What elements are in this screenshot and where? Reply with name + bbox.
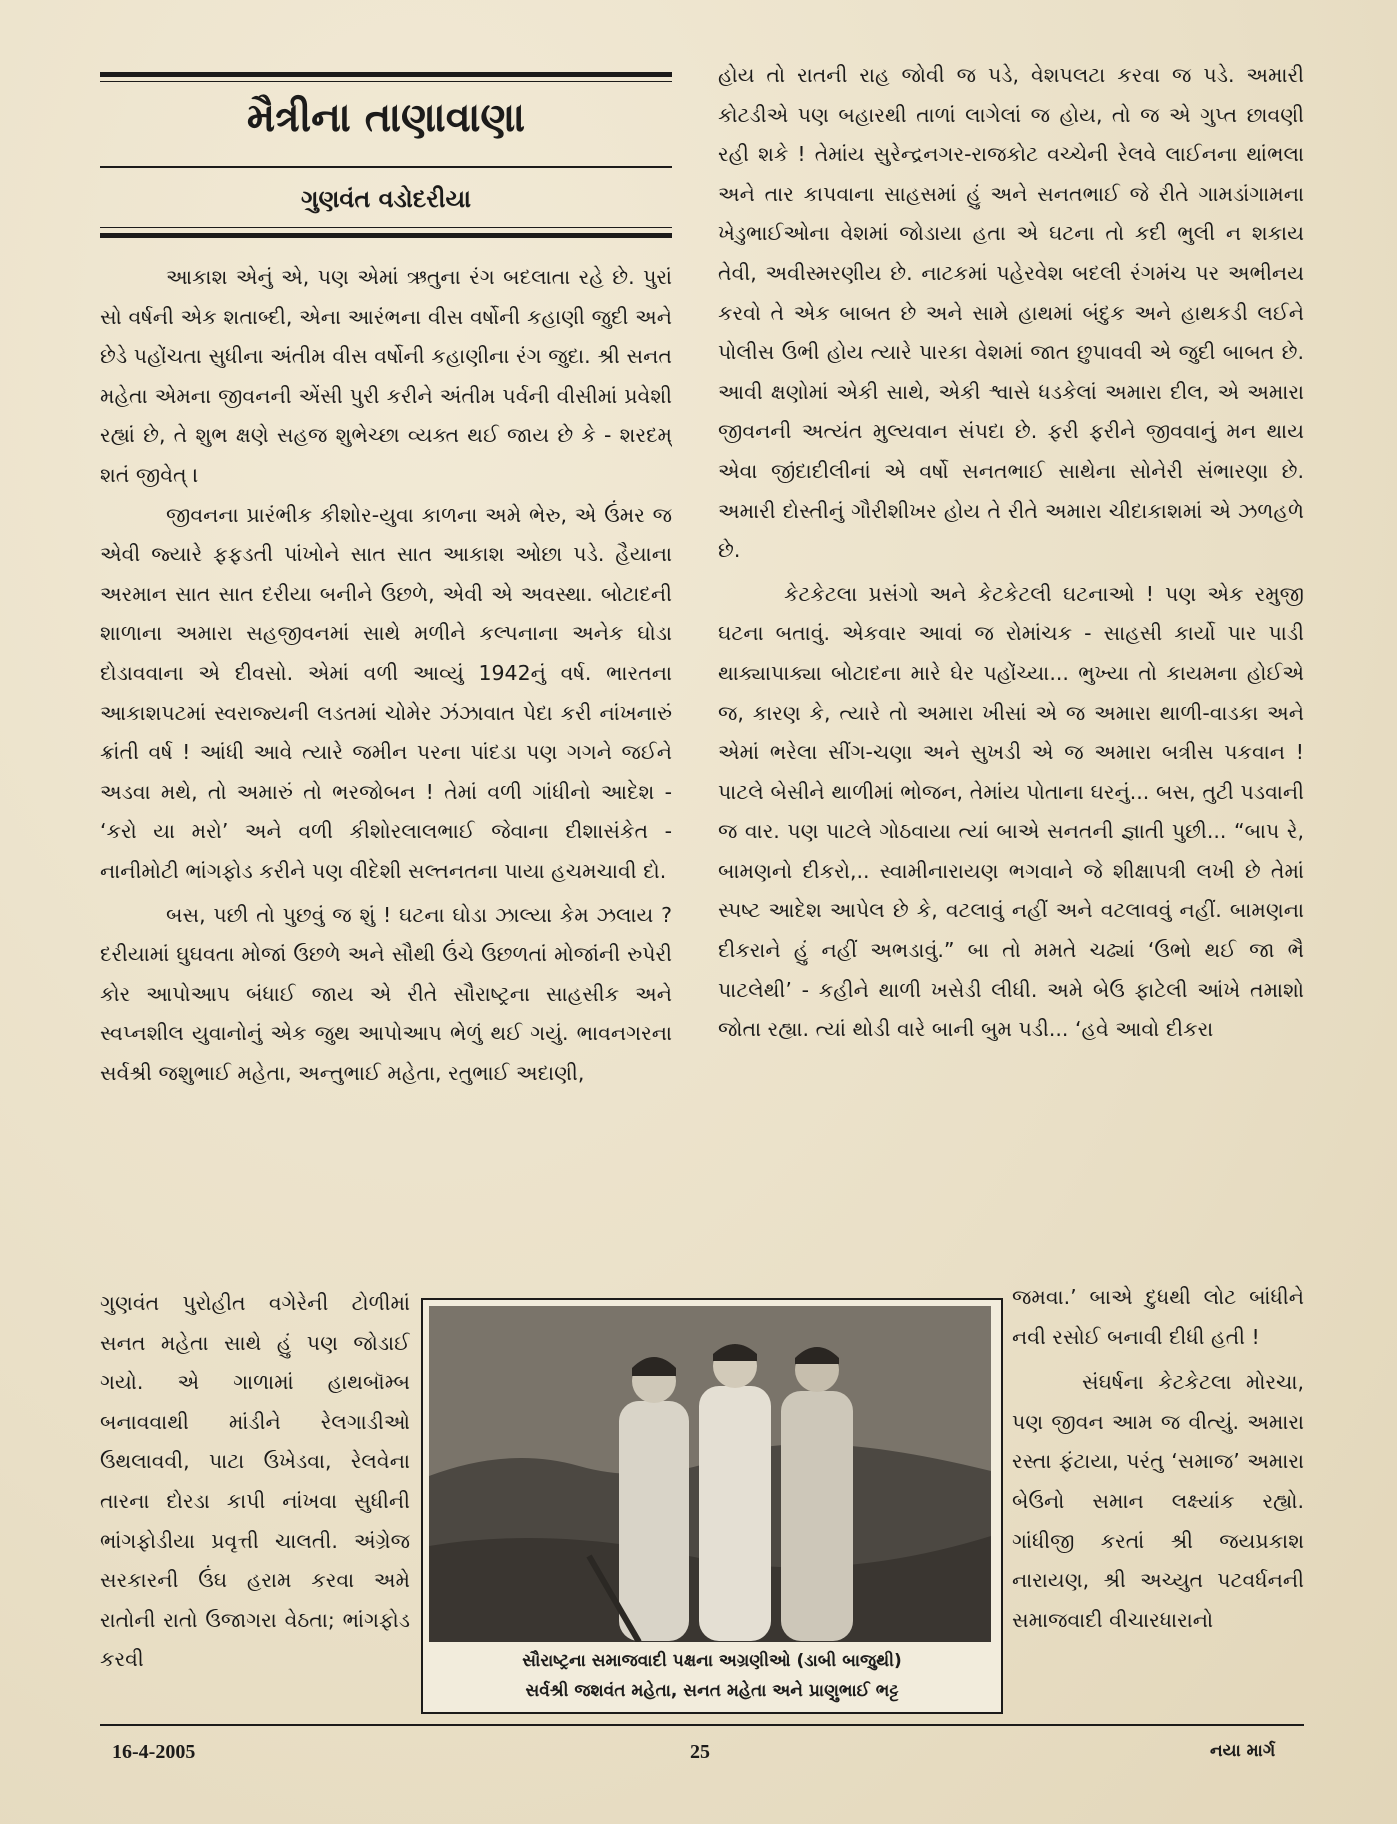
left-column-text <box>100 258 672 1278</box>
group-photo-illustration <box>429 1306 991 1642</box>
paragraph: ગુણવંત પુરોહીત વગેરેની ટોળીમાં સનત મહેતા સાથે હું પણ જોડાઈ ગયો. એ ગાળામાં હાથબૉમ્બ બનાવવાથી માંડીને રેલગાડીઓ ઉથલાવવી, પાટા ઉખેડવા, રેલવેના તારના દોરડા કાપી નાંખવા સુધીની ભાંગફોડીયા પ્રવૃત્તી ચાલતી. અંગ્રેજ સરકારની ઉંઘ હરામ કરવા અમે રાતોની રાતો ઉજાગરા વેઠતા; ભાંગફોડ કરવી <box>100 1291 410 1672</box>
photo-frame <box>421 1298 1003 1714</box>
paragraph: હોય તો રાતની રાહ જોવી જ પડે, વેશપલટા કરવા જ પડે. અમારી કોટડીએ પણ બહારથી તાળાં લાગેલાં જ હોય, તો જ એ ગુપ્ત છાવણી રહી શકે ! તેમાંય સુરેન્દ્રનગર-રાજકોટ વચ્ચેની રેલવે લાઈનના થાંભલા અને તાર કાપવાના સાહસમાં હું અને સનતભાઈ જે રીતે ગામડાંગામના ખેડુભાઈઓના વેશમાં જોડાયા હતા એ ઘટના તો કદી ભુલી ન શકાય તેવી, અવીસ્મરણીય છે. નાટકમાં પહેરવેશ બદલી રંગમંચ પર અભીનય કરવો તે એક બાબત છે અને સામે હાથમાં બંદુક અને હાથકડી લઈને પોલીસ ઉભી હોય ત્યારે પારકા વેશમાં જાત છુપાવવી એ જુદી બાબત છે. આવી ક્ષણોમાં એકી સાથે, એકી શ્વાસે ધડકેલાં અમારા દીલ, એ અમારા જીવનની અત્યંત મુલ્યવાન સંપદા છે. ફરી ફરીને જીવવાનું મન થાય એવા જીંદાદીલીનાં એ વર્ષો સનતભાઈ સાથેના સોનેરી સંભારણા છે. અમારી દોસ્તીનું ગૌરીશીખર હોય તે રીતે અમારા ચીદાકાશમાં એ ઝળહળે છે. <box>718 63 1304 563</box>
group-photo <box>429 1306 991 1642</box>
footer-date: 16-4-2005 <box>112 1741 196 1763</box>
author-rule <box>100 233 672 238</box>
page-number: 25 <box>690 1741 710 1763</box>
publication-name: નયા માર્ગ <box>1210 1741 1276 1761</box>
footer-rule <box>100 1724 1304 1726</box>
caption-line-2: સર્વશ્રી જશવંત મહેતા, સનત મહેતા અને પ્રાણુભાઈ ભટ્ટ <box>525 1681 899 1701</box>
paragraph: બસ, પછી તો પુછવું જ શું ! ઘટના ઘોડા ઝાલ્યા કેમ ઝલાય ? દરીયામાં ઘુઘવતા મોજાં ઉછળે અને સૌથી ઉંચે ઉછળતાં મોજાંની રુપેરી કોર આપોઆપ બંધાઈ જાય એ રીતે સૌરાષ્ટ્રના સાહસીક અને સ્વપ્નશીલ યુવાનોનું એક જુથ આપોઆપ ભેળું થઈ ગયું. ભાવનગરના સર્વશ્રી જશુભાઈ મહેતા, અન્તુભાઈ મહેતા, રતુભાઈ અદાણી, <box>100 902 672 1085</box>
title-mid-rule <box>100 166 672 168</box>
title-top-rule <box>100 72 672 77</box>
paragraph: કેટકેટલા પ્રસંગો અને કેટકેટલી ઘટનાઓ ! પણ એક રમુજી ઘટના બતાવું. એકવાર આવાં જ રોમાંચક - સાહસી કાર્યો પાર પાડી થાક્યાપાક્યા બોટાદના મારે ઘેર પહોંચ્યા... ભુખ્યા તો કાયમના હોઈએ જ, કારણ કે, ત્યારે તો અમારા ખીસાં એ જ અમારા થાળી-વાડકા અને એમાં ભરેલા સીંગ-ચણા અને સુખડી એ જ અમારા બત્રીસ પકવાન ! પાટલે બેસીને થાળીમાં ભોજન, તેમાંય પોતાના ઘરનું... બસ, તુટી પડવાની જ વાર. પણ પાટલે ગોઠવાયા ત્યાં બાએ સનતની જ્ઞાતી પુછી... “બાપ રે, બામણનો દીકરો,.. સ્વામીનારાયણ ભગવાને જે શીક્ષાપત્રી લખી છે તેમાં સ્પષ્ટ આદેશ આપેલ છે કે, વટલાવું નહીં અને વટલાવવું નહીં. બામણના દીકરાને હું નહીં અભડાવું.” બા તો મમતે ચઢ્યાં ‘ઉભો થઈ જા ભૈ પાટલેથી’ - કહીને થાળી ખસેડી લીધી. અમે બેઉ ફાટેલી આંખે તમાશો જોતા રહ્યા. ત્યાં થોડી વારે બાની બુમ પડી... ‘હવે આવો દીકરા <box>718 581 1304 1042</box>
right-column-text <box>718 56 1304 1292</box>
paragraph: જીવનના પ્રારંભીક કીશોર-યુવા કાળના અમે ભેરુ, એ ઉંમર જ એવી જ્યારે ફફડતી પાંખોને સાત સાત આકાશ ઓછા પડે. હૈયાના અરમાન સાત સાત દરીયા બનીને ઉછળે, એવી એ અવસ્થા. બોટાદની શાળાના અમારા સહજીવનમાં સાથે મળીને કલ્પનાના અનેક ઘોડા દોડાવવાના એ દીવસો. એમાં વળી આવ્યું 1942નું વર્ષ. ભારતના આકાશપટમાં સ્વરાજ્યની લડતમાં ચોમેર ઝંઝાવાત પેદા કરી નાંખનારું ક્રાંતી વર્ષ ! આંધી આવે ત્યારે જમીન પરના પાંદડા પણ ગગને જઈને અડવા મથે, તો અમારું તો ભરજોબન ! તેમાં વળી ગાંધીનો આદેશ - ‘કરો યા મરો’ અને વળી કીશોરલાલભાઈ જેવાના દીશાસંકેત - નાનીમોટી ભાંગફોડ કરીને પણ વીદેશી સલ્તનતના પાયા હચમચાવી દો. <box>100 502 672 883</box>
caption-line-1: સૌરાષ્ટ્રના સમાજવાદી પક્ષના અગ્રણીઓ (ડાબી બાજુથી) <box>522 1651 902 1671</box>
article-title: મૈત્રીના તાણાવાણા <box>246 95 526 141</box>
paragraph: સંઘર્ષના કેટકેટલા મોરચા, પણ જીવન આમ જ વીત્યું. અમારા રસ્તા ફંટાયા, પરંતુ ‘સમાજ’ અમારા બેઉનો સમાન લક્ષ્યાંક રહ્યો. ગાંધીજી કરતાં શ્રી જયપ્રકાશ નારાયણ, શ્રી અચ્યુત પટવર્ધનની સમાજવાદી વીચારધારાનો <box>1012 1370 1304 1632</box>
title-top-rule-thin <box>100 81 672 82</box>
paragraph: આકાશ એનું એ, પણ એમાં ઋતુના રંગ બદલાતા રહે છે. પુરાં સો વર્ષની એક શતાબ્દી, એના આરંભના વીસ વર્ષોની કહાણી જુદી અને છેડે પહોંચતા સુધીના અંતીમ વીસ વર્ષોની કહાણીના રંગ જુદા. શ્રી સનત મહેતા એમના જીવનની એંસી પુરી કરીને અંતીમ પર્વની વીસીમાં પ્રવેશી રહ્યાં છે, તે શુભ ક્ષણે સહજ શુભેચ્છા વ્યક્ત થઈ જાય છે કે - શરદમ્ શતં જીવેત્ । <box>100 265 672 487</box>
paragraph: જમવા.’ બાએ દુધથી લોટ બાંધીને નવી રસોઈ બનાવી દીધી હતી ! <box>1012 1285 1304 1349</box>
author-rule-thin <box>100 227 672 228</box>
left-narrow-text <box>100 1284 410 1704</box>
photo-caption <box>429 1646 995 1706</box>
article-author: ગુણવંત વડોદરીયા <box>300 185 472 213</box>
right-narrow-text <box>1012 1278 1304 1710</box>
